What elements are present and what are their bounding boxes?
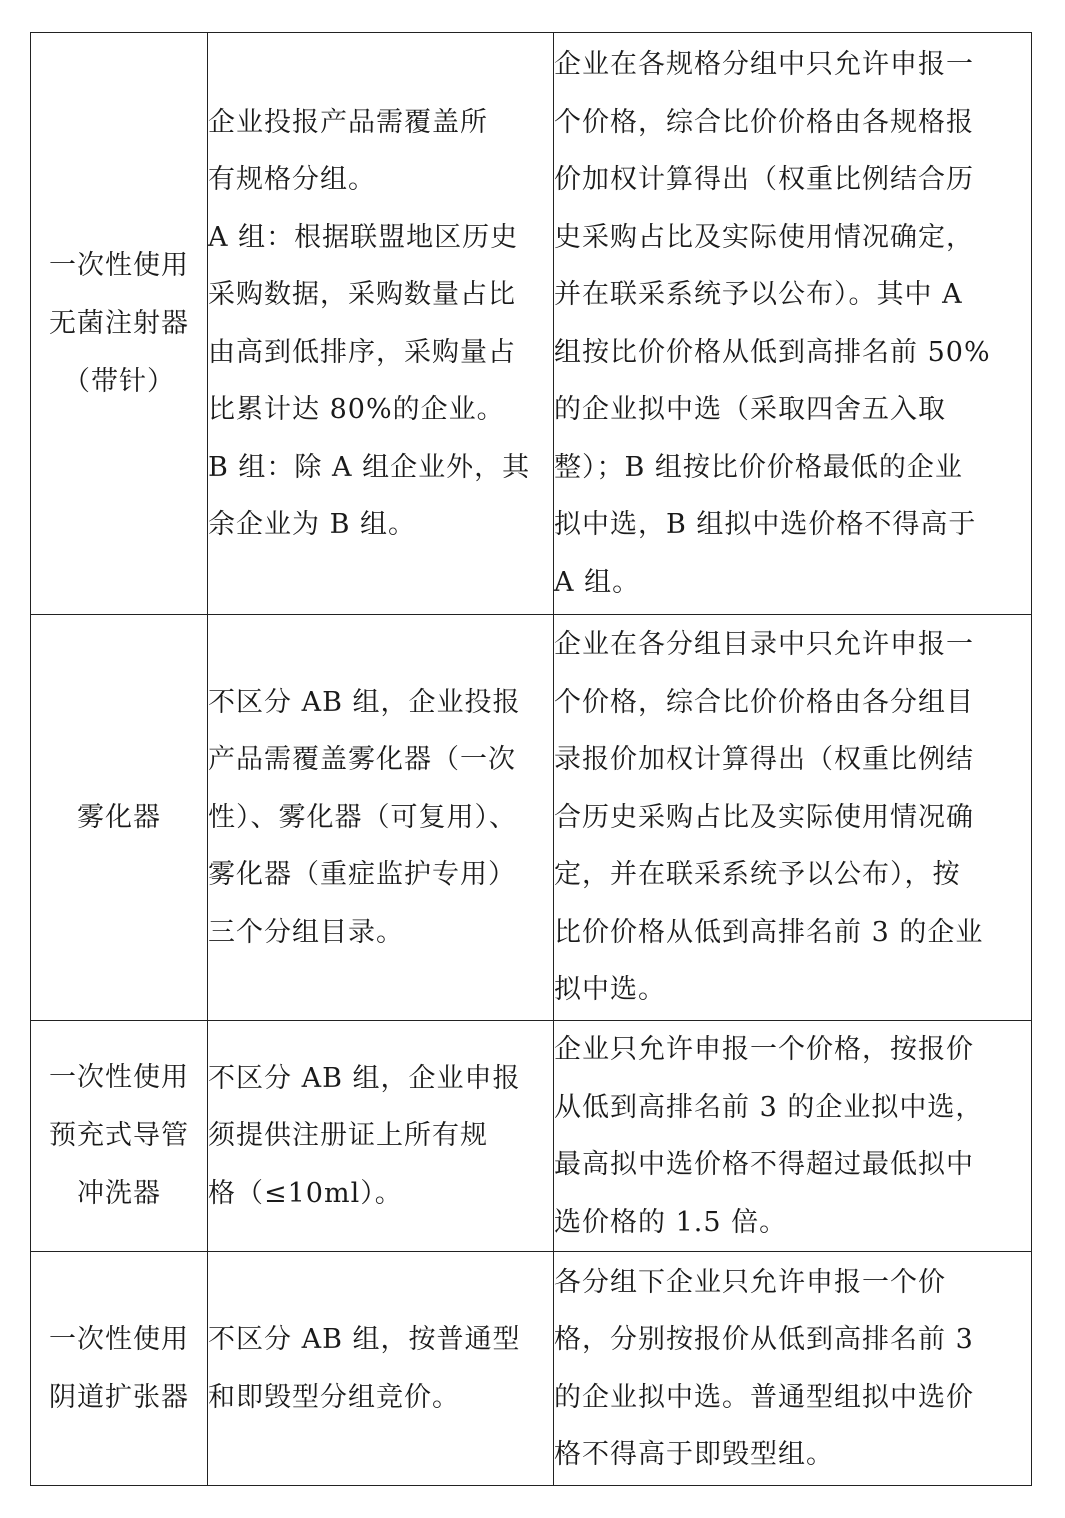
table-row (31, 1021, 1032, 1252)
procurement-rules-table (30, 32, 1032, 1486)
table-row (31, 615, 1032, 1021)
table-row (31, 33, 1032, 615)
grouping-rule-cell: 企业投报产品需覆盖所 有规格分组。 A 组：根据联盟地区历史 采购数据，采购数量占比 由高到低排序，采购量占 比累计达 80%的企业。 B 组：除 A 组企业外，其 余企业为 B 组。 (208, 33, 554, 615)
selection-rule-cell: 各分组下企业只允许申报一个价 格，分别按报价从低到高排名前 3 的企业拟中选。普通型组拟中选价 格不得高于即毁型组。 (554, 1252, 1032, 1486)
product-name-cell: 一次性使用 无菌注射器 （带针） (31, 33, 208, 615)
product-name-cell: 一次性使用 预充式导管 冲洗器 (31, 1021, 208, 1252)
grouping-rule-cell: 不区分 AB 组，按普通型 和即毁型分组竞价。 (208, 1252, 554, 1486)
product-name-cell: 雾化器 (31, 615, 208, 1021)
grouping-rule-cell: 不区分 AB 组，企业投报 产品需覆盖雾化器（一次 性）、雾化器（可复用）、 雾化器（重症监护专用） 三个分组目录。 (208, 615, 554, 1021)
selection-rule-cell: 企业只允许申报一个价格，按报价 从低到高排名前 3 的企业拟中选， 最高拟中选价格不得超过最低拟中 选价格的 1.5 倍。 (554, 1021, 1032, 1252)
selection-rule-cell: 企业在各规格分组中只允许申报一 个价格，综合比价价格由各规格报 价加权计算得出（权重比例结合历 史采购占比及实际使用情况确定， 并在联采系统予以公布）。其中 A 组按比价价格从低到高排名前 50% 的企业拟中选（采取四舍五入取 整）；B 组按比价价格最低的企业 拟中选，B 组拟中选价格不得高于 A 组。 (554, 33, 1032, 615)
selection-rule-cell: 企业在各分组目录中只允许申报一 个价格，综合比价价格由各分组目 录报价加权计算得出（权重比例结 合历史采购占比及实际使用情况确 定，并在联采系统予以公布），按 比价价格从低到高排名前 3 的企业 拟中选。 (554, 615, 1032, 1021)
product-name-cell: 一次性使用 阴道扩张器 (31, 1252, 208, 1486)
table-row (31, 1252, 1032, 1486)
grouping-rule-cell: 不区分 AB 组，企业申报 须提供注册证上所有规 格（≤10ml）。 (208, 1021, 554, 1252)
